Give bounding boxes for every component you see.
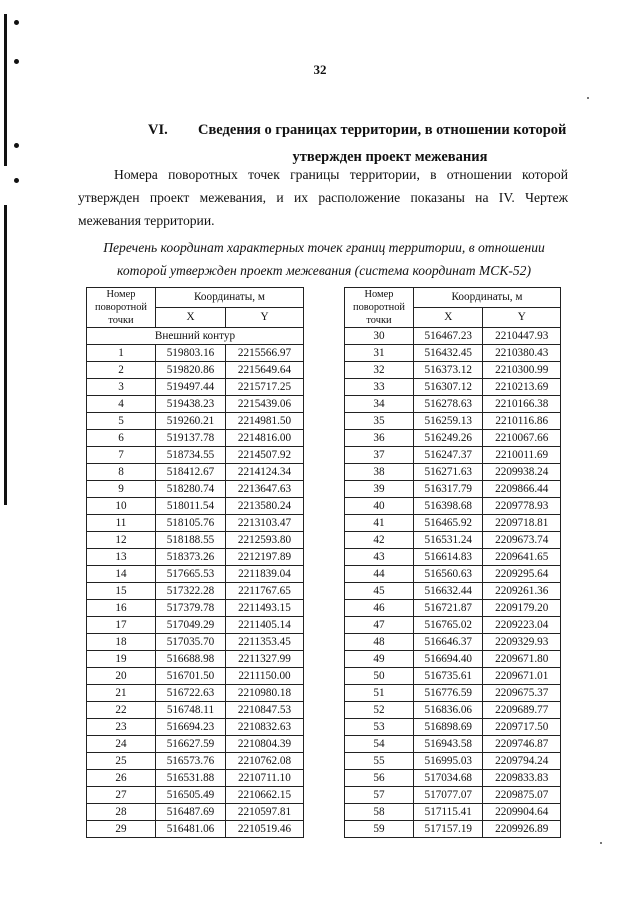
page-number: 32	[313, 62, 327, 77]
x-coordinate-cell: 516259.13	[414, 413, 483, 430]
y-coordinate-cell: 2210447.93	[483, 328, 561, 345]
table-row	[345, 413, 561, 430]
y-coordinate-cell: 2209717.50	[483, 719, 561, 736]
point-number-cell: 45	[345, 583, 414, 600]
table-caption	[82, 236, 566, 282]
y-coordinate-cell: 2210067.66	[483, 430, 561, 447]
table-row	[345, 702, 561, 719]
header-coordinates: Координаты, м	[156, 288, 304, 308]
y-coordinate-cell: 2210380.43	[483, 345, 561, 362]
y-coordinate-cell: 2209875.07	[483, 787, 561, 804]
point-number-cell: 57	[345, 787, 414, 804]
y-coordinate-cell: 2210300.99	[483, 362, 561, 379]
y-coordinate-cell: 2209223.04	[483, 617, 561, 634]
x-coordinate-cell: 519803.16	[156, 345, 226, 362]
table-row	[345, 668, 561, 685]
table-row	[87, 719, 304, 736]
x-coordinate-cell: 517049.29	[156, 617, 226, 634]
y-coordinate-cell: 2213647.63	[225, 481, 303, 498]
y-coordinate-cell: 2214981.50	[225, 413, 303, 430]
point-number-cell: 32	[345, 362, 414, 379]
x-coordinate-cell: 517379.78	[156, 600, 226, 617]
table-row	[87, 753, 304, 770]
point-number-cell: 4	[87, 396, 156, 413]
x-coordinate-cell: 519820.86	[156, 362, 226, 379]
table-row	[345, 600, 561, 617]
table-row	[345, 396, 561, 413]
y-coordinate-cell: 2215649.64	[225, 362, 303, 379]
scan-margin-bar	[4, 205, 7, 505]
table-row	[87, 685, 304, 702]
header-y: Y	[483, 308, 561, 328]
x-coordinate-cell: 518734.55	[156, 447, 226, 464]
table-row	[345, 651, 561, 668]
x-coordinate-cell: 516694.40	[414, 651, 483, 668]
table-row	[345, 532, 561, 549]
table-row	[87, 804, 304, 821]
point-number-cell: 1	[87, 345, 156, 362]
table-row	[87, 787, 304, 804]
point-number-cell: 3	[87, 379, 156, 396]
y-coordinate-cell: 2210213.69	[483, 379, 561, 396]
point-number-cell: 31	[345, 345, 414, 362]
x-coordinate-cell: 516701.50	[156, 668, 226, 685]
table-row	[87, 617, 304, 634]
x-coordinate-cell: 516487.69	[156, 804, 226, 821]
point-number-cell: 36	[345, 430, 414, 447]
y-coordinate-cell: 2212197.89	[225, 549, 303, 566]
x-coordinate-cell: 517665.53	[156, 566, 226, 583]
table-row	[345, 804, 561, 821]
header-x: X	[414, 308, 483, 328]
punch-dot	[14, 20, 19, 25]
point-number-cell: 29	[87, 821, 156, 838]
y-coordinate-cell: 2210662.15	[225, 787, 303, 804]
x-coordinate-cell: 518011.54	[156, 498, 226, 515]
x-coordinate-cell: 516573.76	[156, 753, 226, 770]
y-coordinate-cell: 2213580.24	[225, 498, 303, 515]
table-row	[87, 600, 304, 617]
x-coordinate-cell: 516432.45	[414, 345, 483, 362]
header-point-number: Номер поворотной точки	[87, 288, 156, 328]
x-coordinate-cell: 517077.07	[414, 787, 483, 804]
y-coordinate-cell: 2210762.08	[225, 753, 303, 770]
y-coordinate-cell: 2214124.34	[225, 464, 303, 481]
point-number-cell: 15	[87, 583, 156, 600]
x-coordinate-cell: 516249.26	[414, 430, 483, 447]
point-number-cell: 2	[87, 362, 156, 379]
header-coordinates: Координаты, м	[414, 288, 561, 308]
table-row	[345, 464, 561, 481]
x-coordinate-cell: 517157.19	[414, 821, 483, 838]
y-coordinate-cell: 2209673.74	[483, 532, 561, 549]
point-number-cell: 48	[345, 634, 414, 651]
point-number-cell: 51	[345, 685, 414, 702]
point-number-cell: 37	[345, 447, 414, 464]
table-row	[345, 634, 561, 651]
point-number-cell: 54	[345, 736, 414, 753]
y-coordinate-cell: 2209794.24	[483, 753, 561, 770]
header-outer-contour: Внешний контур	[87, 328, 304, 345]
table-row	[345, 447, 561, 464]
y-coordinate-cell: 2211839.04	[225, 566, 303, 583]
header-y: Y	[225, 308, 303, 328]
y-coordinate-cell: 2214816.00	[225, 430, 303, 447]
table-row	[87, 515, 304, 532]
y-coordinate-cell: 2209904.64	[483, 804, 561, 821]
y-coordinate-cell: 2209866.44	[483, 481, 561, 498]
x-coordinate-cell: 519438.23	[156, 396, 226, 413]
table-row	[345, 787, 561, 804]
section-number: VI.	[148, 122, 168, 138]
table-row	[87, 430, 304, 447]
x-coordinate-cell: 517115.41	[414, 804, 483, 821]
y-coordinate-cell: 2209641.65	[483, 549, 561, 566]
point-number-cell: 56	[345, 770, 414, 787]
x-coordinate-cell: 517034.68	[414, 770, 483, 787]
x-coordinate-cell: 516271.63	[414, 464, 483, 481]
y-coordinate-cell: 2209926.89	[483, 821, 561, 838]
x-coordinate-cell: 518105.76	[156, 515, 226, 532]
table-row	[87, 498, 304, 515]
y-coordinate-cell: 2211327.99	[225, 651, 303, 668]
table-row	[345, 566, 561, 583]
point-number-cell: 28	[87, 804, 156, 821]
y-coordinate-cell: 2210980.18	[225, 685, 303, 702]
x-coordinate-cell: 519137.78	[156, 430, 226, 447]
point-number-cell: 44	[345, 566, 414, 583]
y-coordinate-cell: 2209295.64	[483, 566, 561, 583]
x-coordinate-cell: 516694.23	[156, 719, 226, 736]
point-number-cell: 41	[345, 515, 414, 532]
point-number-cell: 20	[87, 668, 156, 685]
table-row	[87, 668, 304, 685]
x-coordinate-cell: 516560.63	[414, 566, 483, 583]
x-coordinate-cell: 516531.88	[156, 770, 226, 787]
point-number-cell: 59	[345, 821, 414, 838]
x-coordinate-cell: 516307.12	[414, 379, 483, 396]
x-coordinate-cell: 517322.28	[156, 583, 226, 600]
x-coordinate-cell: 516317.79	[414, 481, 483, 498]
punch-dot	[14, 143, 19, 148]
x-coordinate-cell: 516836.06	[414, 702, 483, 719]
table-row	[345, 515, 561, 532]
table-row	[87, 345, 304, 362]
table-row	[345, 719, 561, 736]
point-number-cell: 38	[345, 464, 414, 481]
y-coordinate-cell: 2210116.86	[483, 413, 561, 430]
x-coordinate-cell: 516247.37	[414, 447, 483, 464]
y-coordinate-cell: 2210166.38	[483, 396, 561, 413]
x-coordinate-cell: 516776.59	[414, 685, 483, 702]
point-number-cell: 19	[87, 651, 156, 668]
scan-speck	[587, 97, 589, 99]
y-coordinate-cell: 2215439.06	[225, 396, 303, 413]
point-number-cell: 33	[345, 379, 414, 396]
body-paragraph	[78, 163, 568, 232]
caption-line2: которой утвержден проект межевания (система координат МСК-52)	[116, 263, 532, 278]
point-number-cell: 39	[345, 481, 414, 498]
table-row	[87, 821, 304, 838]
y-coordinate-cell: 2215566.97	[225, 345, 303, 362]
point-number-cell: 43	[345, 549, 414, 566]
y-coordinate-cell: 2209671.80	[483, 651, 561, 668]
point-number-cell: 40	[345, 498, 414, 515]
table-row	[87, 396, 304, 413]
y-coordinate-cell: 2209746.87	[483, 736, 561, 753]
x-coordinate-cell: 516398.68	[414, 498, 483, 515]
x-coordinate-cell: 516765.02	[414, 617, 483, 634]
point-number-cell: 23	[87, 719, 156, 736]
y-coordinate-cell: 2209675.37	[483, 685, 561, 702]
y-coordinate-cell: 2209261.36	[483, 583, 561, 600]
x-coordinate-cell: 516721.87	[414, 600, 483, 617]
point-number-cell: 46	[345, 600, 414, 617]
point-number-cell: 27	[87, 787, 156, 804]
table-row	[345, 685, 561, 702]
y-coordinate-cell: 2209179.20	[483, 600, 561, 617]
y-coordinate-cell: 2209671.01	[483, 668, 561, 685]
table-row	[345, 617, 561, 634]
point-number-cell: 30	[345, 328, 414, 345]
point-number-cell: 14	[87, 566, 156, 583]
y-coordinate-cell: 2210711.10	[225, 770, 303, 787]
x-coordinate-cell: 516467.23	[414, 328, 483, 345]
coordinates-table-left	[86, 287, 304, 838]
table-row	[345, 753, 561, 770]
y-coordinate-cell: 2211767.65	[225, 583, 303, 600]
x-coordinate-cell: 518280.74	[156, 481, 226, 498]
table-row	[87, 413, 304, 430]
y-coordinate-cell: 2209778.93	[483, 498, 561, 515]
point-number-cell: 55	[345, 753, 414, 770]
x-coordinate-cell: 516614.83	[414, 549, 483, 566]
table-row	[345, 583, 561, 600]
table-row	[87, 464, 304, 481]
point-number-cell: 24	[87, 736, 156, 753]
y-coordinate-cell: 2210832.63	[225, 719, 303, 736]
point-number-cell: 25	[87, 753, 156, 770]
header-x: X	[156, 308, 226, 328]
x-coordinate-cell: 516748.11	[156, 702, 226, 719]
point-number-cell: 11	[87, 515, 156, 532]
table-row	[345, 345, 561, 362]
x-coordinate-cell: 516481.06	[156, 821, 226, 838]
x-coordinate-cell: 518188.55	[156, 532, 226, 549]
point-number-cell: 6	[87, 430, 156, 447]
point-number-cell: 18	[87, 634, 156, 651]
table-row	[345, 498, 561, 515]
y-coordinate-cell: 2211150.00	[225, 668, 303, 685]
y-coordinate-cell: 2210847.53	[225, 702, 303, 719]
table-row	[87, 481, 304, 498]
table-row	[345, 328, 561, 345]
x-coordinate-cell: 516632.44	[414, 583, 483, 600]
table-row	[87, 651, 304, 668]
x-coordinate-cell: 516627.59	[156, 736, 226, 753]
table-row	[87, 379, 304, 396]
y-coordinate-cell: 2211353.45	[225, 634, 303, 651]
x-coordinate-cell: 516898.69	[414, 719, 483, 736]
y-coordinate-cell: 2210011.69	[483, 447, 561, 464]
table-row	[87, 702, 304, 719]
table-row	[345, 481, 561, 498]
point-number-cell: 5	[87, 413, 156, 430]
point-number-cell: 21	[87, 685, 156, 702]
point-number-cell: 35	[345, 413, 414, 430]
y-coordinate-cell: 2210804.39	[225, 736, 303, 753]
point-number-cell: 9	[87, 481, 156, 498]
point-number-cell: 42	[345, 532, 414, 549]
x-coordinate-cell: 516735.61	[414, 668, 483, 685]
table-row	[345, 549, 561, 566]
x-coordinate-cell: 518373.26	[156, 549, 226, 566]
table-row	[345, 736, 561, 753]
table-row	[87, 532, 304, 549]
x-coordinate-cell: 516995.03	[414, 753, 483, 770]
y-coordinate-cell: 2209689.77	[483, 702, 561, 719]
y-coordinate-cell: 2211405.14	[225, 617, 303, 634]
table-row	[87, 736, 304, 753]
y-coordinate-cell: 2210519.46	[225, 821, 303, 838]
point-number-cell: 12	[87, 532, 156, 549]
y-coordinate-cell: 2212593.80	[225, 532, 303, 549]
x-coordinate-cell: 517035.70	[156, 634, 226, 651]
x-coordinate-cell: 518412.67	[156, 464, 226, 481]
scan-margin-bar	[4, 14, 7, 166]
x-coordinate-cell: 516465.92	[414, 515, 483, 532]
x-coordinate-cell: 516505.49	[156, 787, 226, 804]
punch-dot	[14, 178, 19, 183]
scan-speck	[600, 842, 602, 844]
y-coordinate-cell: 2209718.81	[483, 515, 561, 532]
point-number-cell: 50	[345, 668, 414, 685]
caption-line1: Перечень координат характерных точек границ территории, в отношении	[103, 240, 545, 255]
x-coordinate-cell: 516688.98	[156, 651, 226, 668]
y-coordinate-cell: 2213103.47	[225, 515, 303, 532]
point-number-cell: 49	[345, 651, 414, 668]
section-title-line2: утвержден проект межевания	[292, 149, 488, 165]
y-coordinate-cell: 2215717.25	[225, 379, 303, 396]
point-number-cell: 26	[87, 770, 156, 787]
x-coordinate-cell: 516531.24	[414, 532, 483, 549]
point-number-cell: 8	[87, 464, 156, 481]
x-coordinate-cell: 516943.58	[414, 736, 483, 753]
y-coordinate-cell: 2214507.92	[225, 447, 303, 464]
table-row	[87, 447, 304, 464]
table-row	[345, 770, 561, 787]
table-row	[87, 549, 304, 566]
point-number-cell: 58	[345, 804, 414, 821]
table-row	[345, 362, 561, 379]
table-row	[345, 430, 561, 447]
point-number-cell: 10	[87, 498, 156, 515]
body-paragraph-text: Номера поворотных точек границы территории, в отношении которой утвержден проект межевания, и их расположение показаны на IV. Чертеж межевания территории.	[78, 167, 568, 228]
point-number-cell: 13	[87, 549, 156, 566]
table-row	[87, 634, 304, 651]
point-number-cell: 7	[87, 447, 156, 464]
point-number-cell: 52	[345, 702, 414, 719]
table-row	[87, 362, 304, 379]
point-number-cell: 16	[87, 600, 156, 617]
x-coordinate-cell: 516373.12	[414, 362, 483, 379]
coordinates-table-right	[344, 287, 561, 838]
header-point-number: Номер поворотной точки	[345, 288, 414, 328]
table-row	[87, 583, 304, 600]
table-row	[345, 821, 561, 838]
point-number-cell: 53	[345, 719, 414, 736]
y-coordinate-cell: 2209833.83	[483, 770, 561, 787]
y-coordinate-cell: 2209329.93	[483, 634, 561, 651]
point-number-cell: 22	[87, 702, 156, 719]
x-coordinate-cell: 519260.21	[156, 413, 226, 430]
section-title-line1: Сведения о границах территории, в отношении которой	[198, 122, 567, 138]
point-number-cell: 17	[87, 617, 156, 634]
y-coordinate-cell: 2211493.15	[225, 600, 303, 617]
table-row	[87, 770, 304, 787]
y-coordinate-cell: 2209938.24	[483, 464, 561, 481]
y-coordinate-cell: 2210597.81	[225, 804, 303, 821]
point-number-cell: 34	[345, 396, 414, 413]
table-row	[345, 379, 561, 396]
table-row	[87, 566, 304, 583]
x-coordinate-cell: 519497.44	[156, 379, 226, 396]
point-number-cell: 47	[345, 617, 414, 634]
x-coordinate-cell: 516646.37	[414, 634, 483, 651]
x-coordinate-cell: 516722.63	[156, 685, 226, 702]
x-coordinate-cell: 516278.63	[414, 396, 483, 413]
